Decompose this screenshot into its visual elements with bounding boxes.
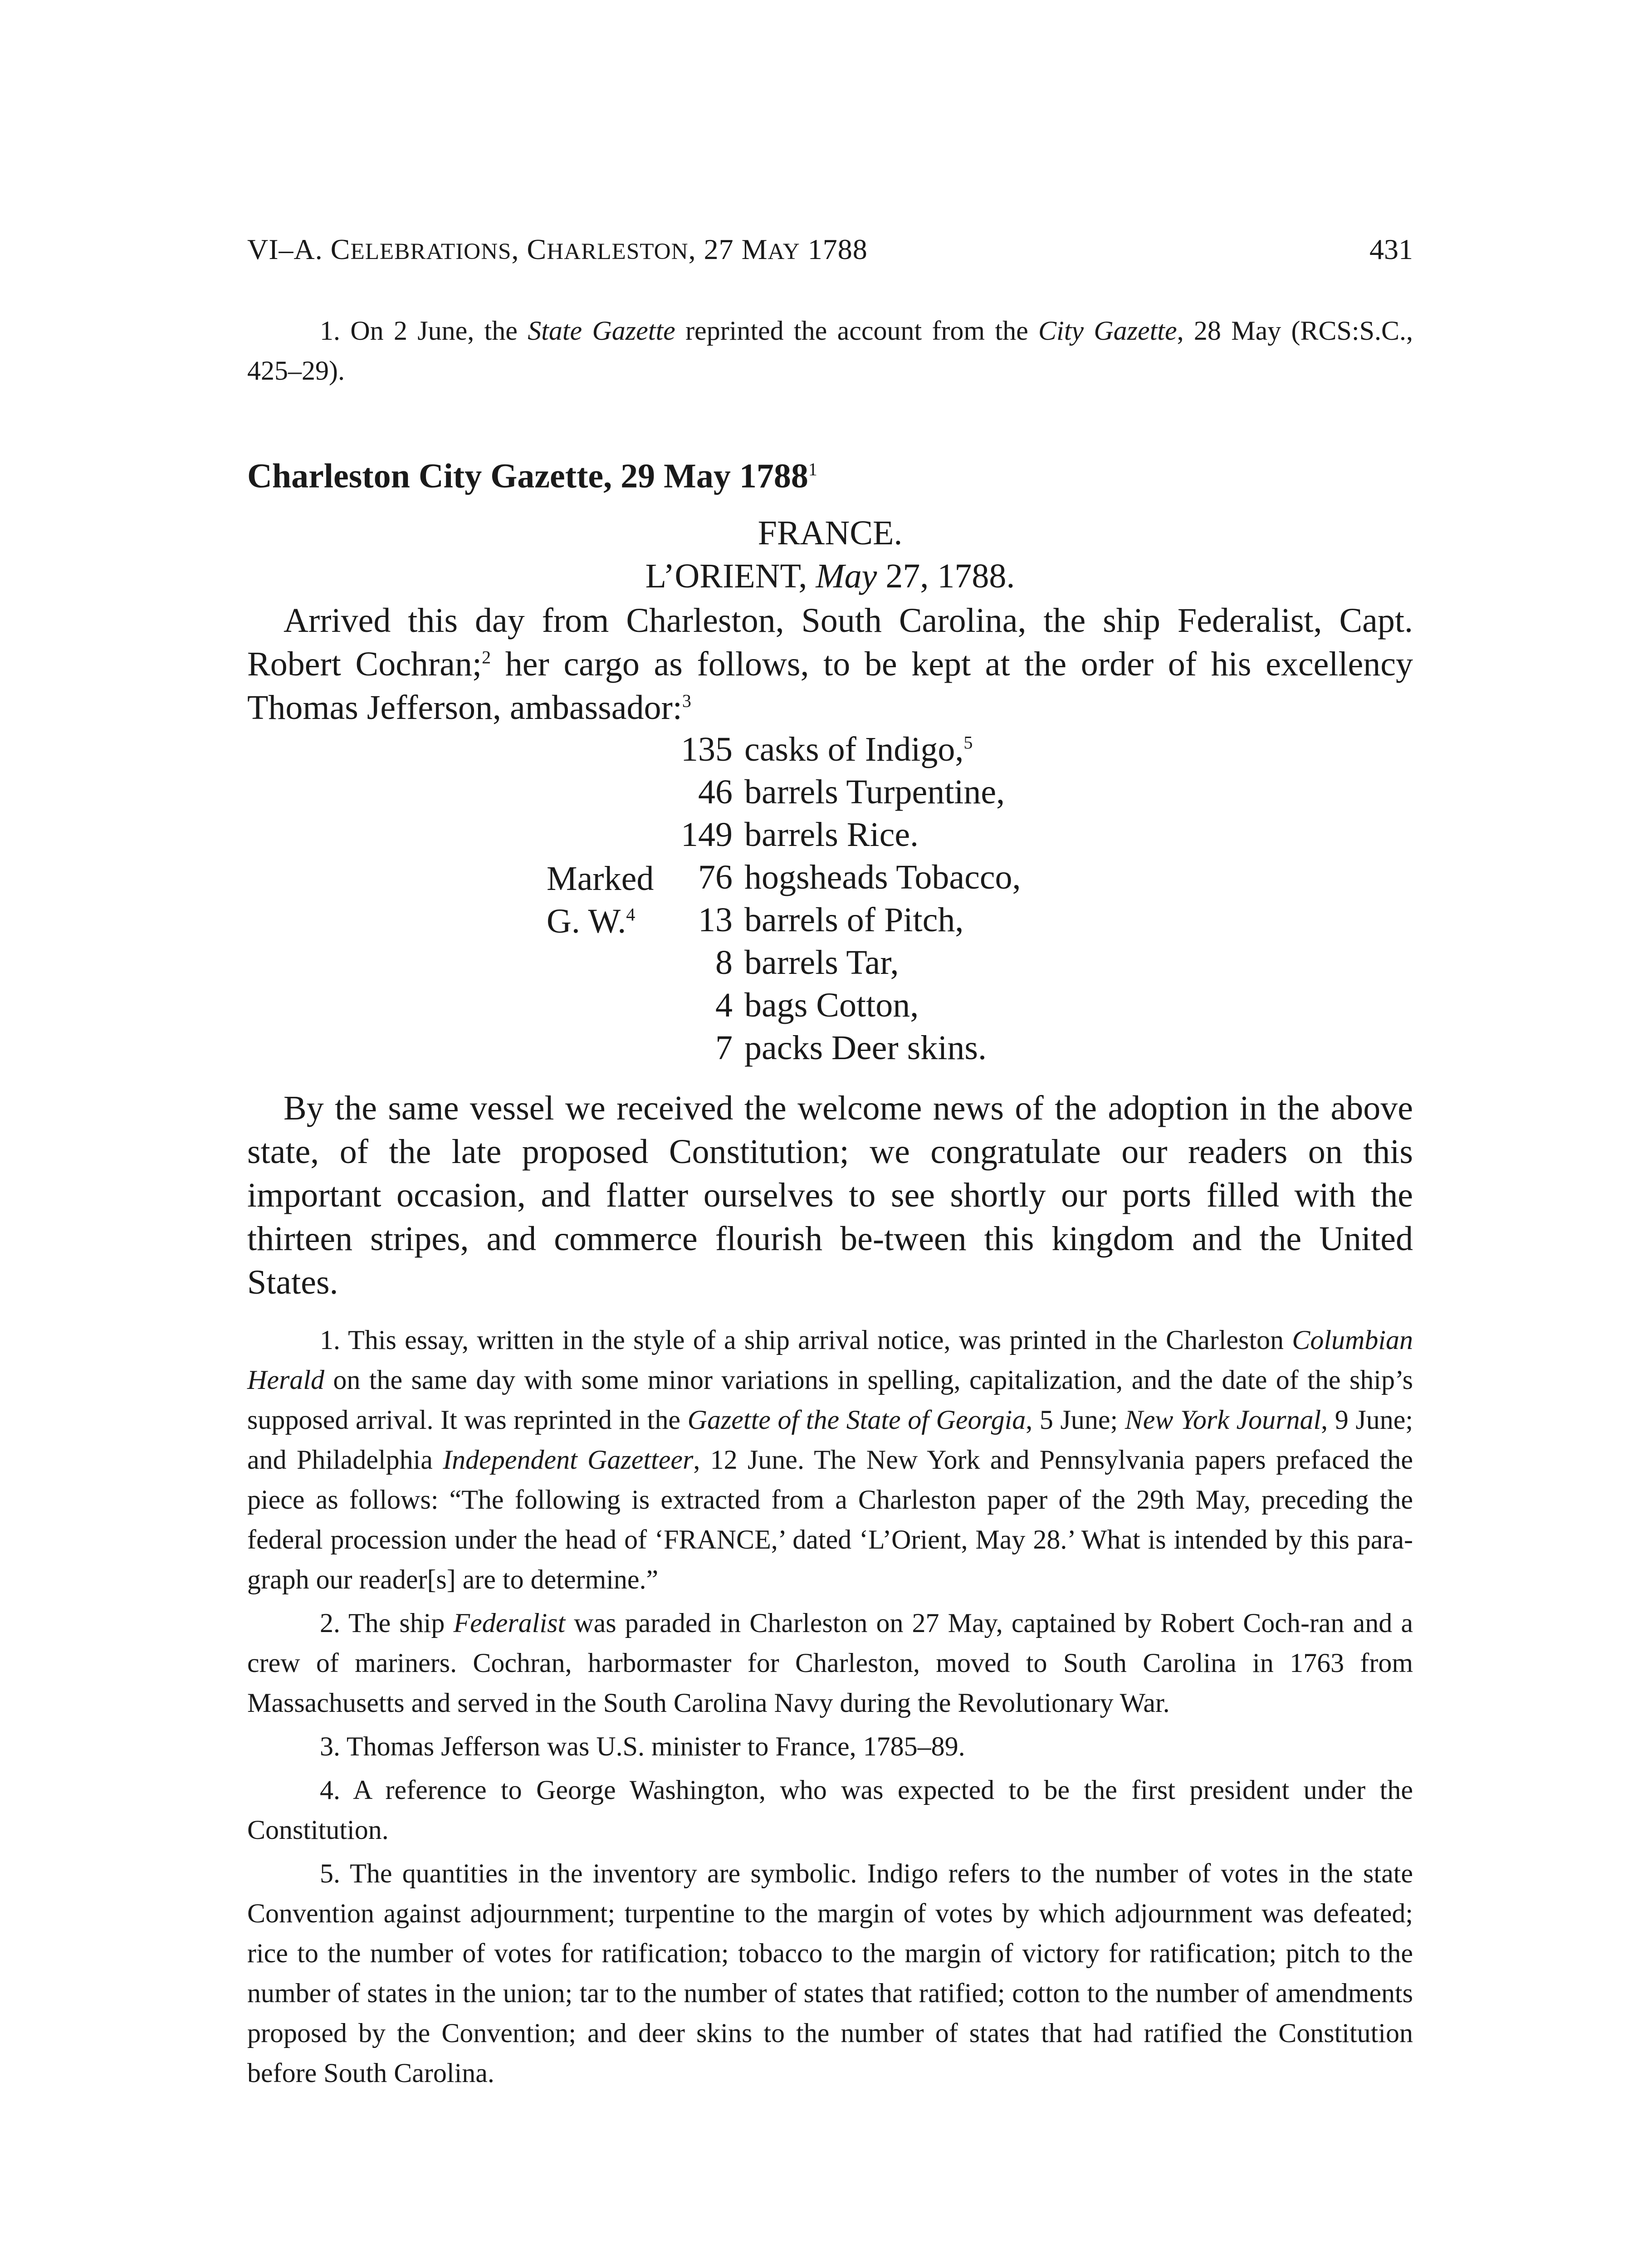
marked-label-line: Marked [547, 860, 654, 898]
text-run: her cargo as follows, to be kept at the order of his excellency Thomas Jefferson, ambassador: [247, 645, 1413, 727]
cargo-item: bags Cotton, [744, 986, 919, 1024]
text-run: , 9 June; and Philadelphia [247, 1405, 1413, 1475]
document-page [247, 0, 1413, 2268]
italic-run: Federalist [453, 1608, 566, 1638]
cargo-row [655, 856, 1021, 899]
footnote-4: 4. A reference to George Washington, who was expected to be the first president under the Constitution. [247, 1775, 1413, 1845]
running-title-cap: C [527, 233, 547, 265]
cargo-quantity: 7 [715, 1029, 733, 1067]
footnote-ref: 5 [963, 732, 973, 753]
cargo-inventory [247, 728, 1413, 1086]
marked-label [547, 857, 654, 943]
text-run: on the same day with some minor variations in spelling, capitalization, and the date of the ship’s supposed arrival. It was reprinted in the [247, 1365, 1413, 1435]
italic-run: Columbian Herald [247, 1325, 1413, 1395]
article-heading-text: Charleston City Gazette, 29 May 1788 [247, 457, 808, 495]
running-header [247, 227, 1413, 272]
text-run: reprinted the account from the [675, 316, 1039, 346]
running-title-sep: , [511, 233, 527, 265]
text-run: 1. This essay, written in the style of a ship arrival notice, was printed in the Charleston [320, 1325, 1292, 1355]
cargo-item: packs Deer skins. [744, 1029, 987, 1067]
text-run: 2. The ship [320, 1608, 454, 1638]
text-run: , 28 May (RCS:S.C., 425–29). [247, 316, 1413, 386]
cargo-item: barrels Rice. [744, 816, 919, 854]
arrival-paragraph [247, 599, 1413, 729]
footnote-2 [247, 1603, 1413, 1723]
footnote-1 [247, 1320, 1413, 1599]
running-title-cap: C [330, 233, 351, 265]
text-run: Arrived this day from Charleston, South Carolina, the ship Federalist, Capt. Robert Cochran; [247, 601, 1413, 683]
previous-footnote [247, 311, 1413, 391]
running-title-smallcaps: AY [768, 239, 800, 264]
running-title-date: , 27 [688, 233, 742, 265]
cargo-row [655, 771, 1005, 813]
text-run: was paraded in Charleston on 27 May, captained by Robert Coch-ran and a crew of mariners. Cochran, harbormaster for Charleston, moved to South Carolina in 1763 from Massachusetts and served in the South Carolina Navy during the Revolutionary War. [247, 1608, 1413, 1718]
marked-initials: G. W. [547, 902, 626, 940]
marked-label-line [547, 900, 654, 943]
cargo-quantity: 8 [715, 943, 733, 982]
footnote-ref: 4 [626, 904, 636, 925]
cargo-quantity: 46 [698, 773, 733, 811]
article-heading [247, 447, 1413, 499]
cargo-item: barrels Turpentine, [744, 773, 1005, 811]
previous-footnote-text [247, 311, 1413, 391]
footnote-5: 5. The quantities in the inventory are symbolic. Indigo refers to the number of votes in the state Convention against adjournment; turpentine to the margin of votes by which adjournment was defeated; rice to the number of votes for ratification; tobacco to the margin of victory for ratification; pitch to the number of states in the union; tar to the number of states that ratified; cotton to the number of amendments proposed by the Convention; and deer skins to the number of states that had ratified the Constitution before South Carolina. [247, 1858, 1413, 2088]
dateline-month: May [816, 557, 877, 595]
cargo-quantity: 76 [698, 858, 733, 896]
footnote-ref: 2 [482, 647, 491, 668]
cargo-quantity: 13 [698, 901, 733, 939]
cargo-row [655, 984, 919, 1026]
dateline-city [247, 553, 1413, 599]
footnote-ref: 1 [808, 459, 817, 479]
italic-run: Gazette of the State of Georgia [687, 1405, 1026, 1435]
cargo-row [655, 728, 973, 771]
dateline-city-name: L’ORIENT, [645, 557, 816, 595]
italic-run: Independent Gazetteer [443, 1445, 694, 1475]
italic-run: State Gazette [528, 316, 675, 346]
cargo-item: casks of Indigo, [744, 730, 964, 768]
running-title-year: 1788 [800, 233, 868, 265]
text-run: 1. On 2 June, the [320, 316, 528, 346]
news-text: By the same vessel we received the welcome news of the adoption in the above state, of the late proposed Constitution; we congratulate our readers on this important occasion, and flatter ourselves to see shortly our ports filled with the thirteen stripes, and commerce flourish be-tween this kingdom and the United States. [247, 1089, 1413, 1301]
cargo-item: barrels of Pitch, [744, 901, 964, 939]
italic-run: New York Journal [1125, 1405, 1321, 1435]
cargo-row [655, 941, 899, 984]
cargo-item: barrels Tar, [744, 943, 899, 982]
page-number: 431 [1369, 233, 1413, 265]
dateline-place: FRANCE. [758, 514, 903, 552]
footnote-3: 3. Thomas Jefferson was U.S. minister to France, 1785–89. [320, 1731, 965, 1761]
running-title-prefix: VI–A. [247, 233, 331, 265]
dateline-date: 27, 1788. [877, 557, 1015, 595]
cargo-quantity: 135 [681, 730, 733, 768]
running-title [247, 227, 868, 274]
cargo-row [655, 899, 963, 941]
footnotes [247, 1320, 1413, 2097]
text-run: , 12 June. The New York and Pennsylvania papers prefaced the piece as follows: “The following is extracted from a Charleston paper of the 29th May, preceding the federal procession under the head of ‘FRANCE,’ dated ‘L’Orient, May 28.’ What is intended by this para-graph our reader[s] are to determine.” [247, 1445, 1413, 1594]
running-title-smallcaps: HARLESTON [547, 239, 689, 264]
running-title-cap: M [741, 233, 768, 265]
cargo-quantity: 4 [715, 986, 733, 1024]
arrival-text [247, 599, 1413, 729]
running-title-smallcaps: ELEBRATIONS [350, 239, 512, 264]
cargo-row [655, 813, 919, 856]
news-paragraph [247, 1086, 1413, 1304]
cargo-row [655, 1026, 987, 1069]
italic-run: City Gazette [1038, 316, 1177, 346]
cargo-item: hogsheads Tobacco, [744, 858, 1021, 896]
text-run: , 5 June; [1026, 1405, 1125, 1435]
footnote-ref: 3 [682, 690, 691, 711]
cargo-quantity: 149 [681, 816, 733, 854]
